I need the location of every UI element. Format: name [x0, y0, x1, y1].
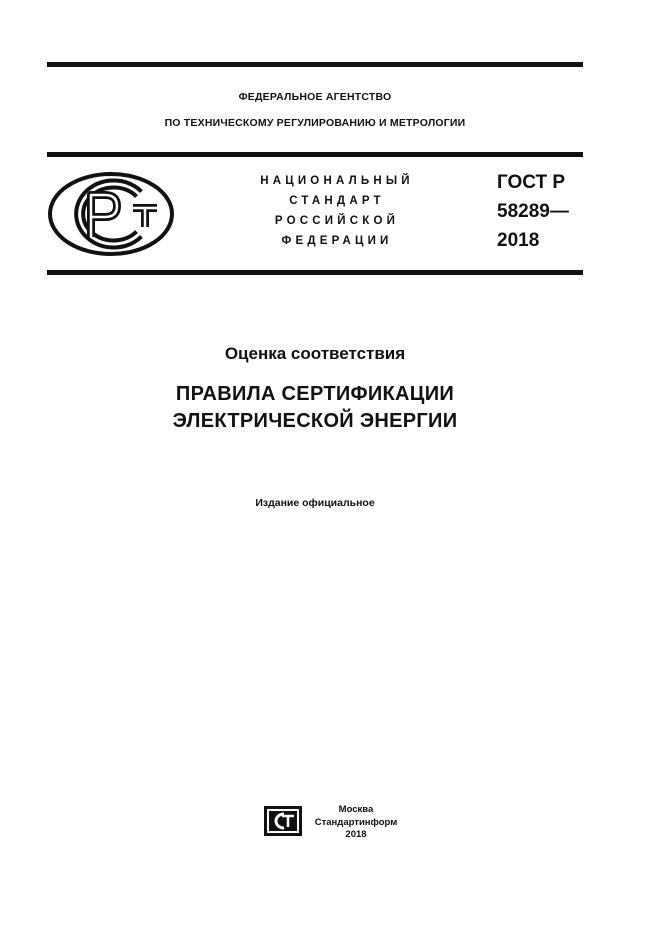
publisher-block — [306, 804, 406, 842]
middle-rule — [47, 152, 583, 157]
standard-type-line-4: ФЕДЕРАЦИИ — [281, 235, 393, 247]
standard-type-line-3: РОССИЙСКОЙ — [274, 215, 400, 227]
publisher-city: Москва — [338, 804, 374, 815]
publisher-year: 2018 — [345, 829, 367, 840]
publisher-name: Стандартинформ — [314, 816, 398, 828]
standard-type-line-2: СТАНДАРТ — [289, 195, 385, 207]
edition-note: Издание официальное — [255, 497, 375, 509]
agency-name-line-2: ПО ТЕХНИЧЕСКОМУ РЕГУЛИРОВАНИЮ И МЕТРОЛОГИИ — [164, 117, 466, 129]
standard-type-line-1: НАЦИОНАЛЬНЫЙ — [260, 175, 414, 187]
standartinform-logo-icon — [264, 806, 302, 836]
standard-designation — [497, 168, 587, 255]
designation-line-3: 2018 — [497, 230, 540, 251]
rst-certification-logo-icon — [47, 171, 175, 257]
top-rule — [47, 62, 583, 67]
bottom-rule — [47, 270, 583, 275]
standard-type-block — [210, 171, 464, 251]
designation-line-2: 58289— — [497, 201, 569, 222]
document-title-line-2: ЭЛЕКТРИЧЕСКОЙ ЭНЕРГИИ — [172, 410, 458, 432]
document-subtitle: Оценка соответствия — [224, 344, 406, 363]
document-title-line-1: ПРАВИЛА СЕРТИФИКАЦИИ — [175, 383, 455, 405]
agency-name-line-1: ФЕДЕРАЛЬНОЕ АГЕНТСТВО — [238, 91, 392, 103]
designation-line-1: ГОСТ Р — [497, 172, 566, 193]
